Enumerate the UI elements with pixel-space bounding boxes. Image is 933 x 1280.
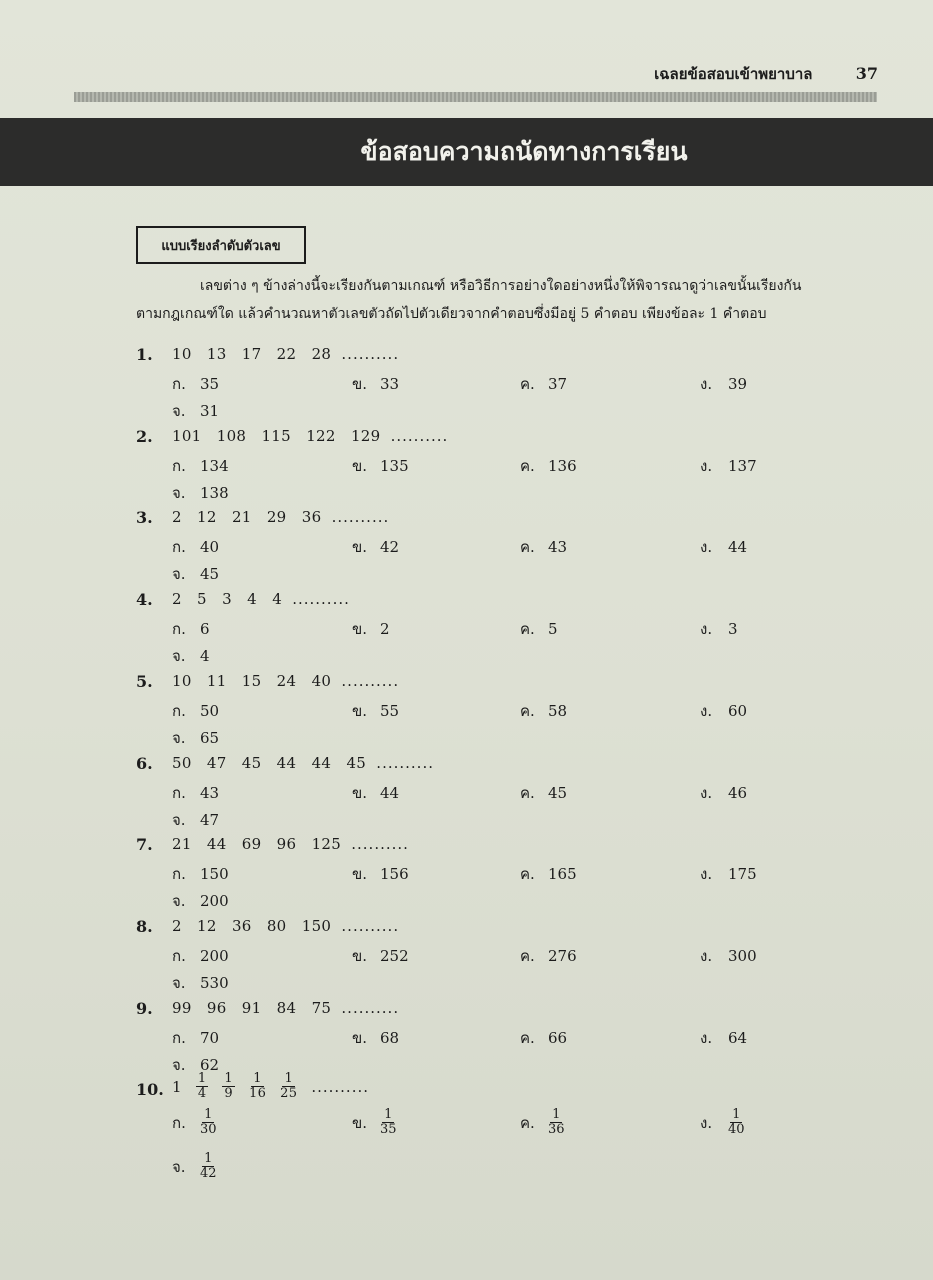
option-label: ข. bbox=[352, 701, 368, 720]
sequence-numbers: 10 11 15 24 40 bbox=[172, 671, 332, 690]
option-label: ข. bbox=[352, 375, 368, 393]
option-a[interactable] bbox=[172, 862, 229, 886]
option-label: จ. bbox=[172, 1157, 186, 1176]
option-value: 40 bbox=[200, 538, 220, 557]
question-6 bbox=[136, 754, 896, 836]
option-label: จ. bbox=[172, 402, 186, 420]
option-value: 68 bbox=[380, 1028, 400, 1047]
running-header-title: เฉลยข้อสอบเข้าพยาบาล bbox=[654, 65, 813, 83]
option-label: ก. bbox=[172, 620, 186, 639]
fraction-numerator: 1 bbox=[204, 1151, 213, 1166]
option-value: 50 bbox=[200, 701, 220, 720]
option-fraction bbox=[728, 1108, 745, 1137]
fraction-denominator: 36 bbox=[548, 1122, 565, 1137]
option-value: 252 bbox=[380, 946, 409, 965]
option-label: ง. bbox=[700, 375, 713, 393]
option-value: 42 bbox=[380, 538, 400, 557]
option-value: 33 bbox=[380, 375, 400, 393]
sequence-dots: .......... bbox=[341, 998, 400, 1017]
sequence-first: 1 bbox=[172, 1077, 182, 1096]
option-label: ค. bbox=[520, 865, 535, 884]
option-c[interactable] bbox=[520, 862, 577, 886]
question-4 bbox=[136, 590, 896, 672]
question-number: 4. bbox=[136, 590, 153, 610]
sequence-dots: .......... bbox=[351, 835, 409, 854]
option-b[interactable] bbox=[352, 781, 399, 805]
option-a[interactable] bbox=[172, 454, 229, 478]
option-label: จ. bbox=[172, 973, 186, 992]
option-label: ค. bbox=[520, 538, 535, 557]
option-value: 64 bbox=[728, 1028, 748, 1047]
option-label: ก. bbox=[172, 946, 186, 965]
fraction-numerator: 1 bbox=[253, 1071, 262, 1086]
option-d[interactable] bbox=[700, 1108, 745, 1137]
sequence-dots: .......... bbox=[311, 1077, 369, 1096]
question-number: 3. bbox=[136, 508, 153, 528]
option-a[interactable] bbox=[172, 617, 210, 641]
option-label: ข. bbox=[352, 865, 368, 884]
fraction-denominator: 25 bbox=[280, 1086, 298, 1101]
option-label: จ. bbox=[172, 483, 186, 502]
option-e[interactable] bbox=[172, 399, 219, 423]
question-3 bbox=[136, 508, 896, 590]
sequence-numbers: 21 44 69 96 125 bbox=[172, 835, 342, 854]
fraction-denominator: 42 bbox=[200, 1166, 217, 1181]
option-d[interactable] bbox=[700, 944, 757, 968]
option-label: ค. bbox=[520, 620, 535, 639]
option-label: จ. bbox=[172, 810, 186, 829]
option-c[interactable] bbox=[520, 1108, 565, 1137]
option-d[interactable] bbox=[700, 699, 747, 723]
fraction-denominator: 30 bbox=[200, 1122, 217, 1137]
sequence-fraction bbox=[249, 1072, 266, 1101]
question-7 bbox=[136, 835, 896, 917]
question-1 bbox=[136, 345, 896, 427]
sequence-dots: .......... bbox=[341, 671, 400, 690]
running-header bbox=[478, 62, 878, 86]
option-value: 135 bbox=[380, 456, 409, 475]
question-number: 10. bbox=[136, 1080, 164, 1099]
option-label: ค. bbox=[520, 375, 535, 393]
option-value: 4 bbox=[200, 647, 210, 666]
option-e[interactable] bbox=[172, 889, 229, 913]
option-label: ง. bbox=[700, 783, 713, 802]
section-label-box bbox=[136, 226, 306, 264]
option-d[interactable] bbox=[700, 781, 747, 805]
option-c[interactable] bbox=[520, 617, 558, 641]
option-d[interactable] bbox=[700, 454, 757, 478]
option-fraction bbox=[380, 1108, 397, 1137]
instructions bbox=[136, 272, 878, 328]
question-sequence bbox=[172, 508, 389, 526]
option-label: ก. bbox=[172, 1028, 186, 1047]
option-label: ง. bbox=[700, 701, 713, 720]
option-label: ง. bbox=[700, 538, 713, 557]
question-5 bbox=[136, 672, 896, 754]
option-a[interactable] bbox=[172, 781, 219, 805]
option-value: 5 bbox=[548, 620, 558, 639]
question-sequence bbox=[172, 754, 434, 772]
question-sequence bbox=[172, 345, 399, 363]
option-a[interactable] bbox=[172, 1108, 217, 1137]
sequence-numbers: 2 12 21 29 36 bbox=[172, 508, 322, 527]
fraction-numerator: 1 bbox=[204, 1107, 213, 1122]
fraction-numerator: 1 bbox=[552, 1107, 561, 1122]
option-b[interactable] bbox=[352, 944, 409, 968]
option-b[interactable] bbox=[352, 454, 409, 478]
fraction-numerator: 1 bbox=[732, 1107, 741, 1122]
option-value: 200 bbox=[200, 892, 229, 911]
option-c[interactable] bbox=[520, 699, 567, 723]
fraction-numerator: 1 bbox=[197, 1071, 207, 1086]
option-value: 70 bbox=[200, 1028, 220, 1047]
option-value: 530 bbox=[200, 973, 229, 992]
sequence-dots: .......... bbox=[341, 916, 400, 935]
option-e[interactable] bbox=[172, 1152, 217, 1181]
sequence-dots: .......... bbox=[376, 753, 434, 772]
option-label: ก. bbox=[172, 783, 186, 802]
option-value: 37 bbox=[548, 375, 568, 393]
option-label: จ. bbox=[172, 565, 186, 584]
option-value: 39 bbox=[728, 375, 748, 393]
option-label: ง. bbox=[700, 1113, 713, 1132]
option-label: ก. bbox=[172, 456, 186, 475]
option-label: ข. bbox=[352, 620, 368, 639]
question-sequence bbox=[172, 999, 399, 1017]
option-label: ก. bbox=[172, 701, 186, 720]
option-label: ก. bbox=[172, 1113, 186, 1132]
fraction-denominator: 4 bbox=[197, 1086, 207, 1101]
option-d[interactable] bbox=[700, 372, 747, 396]
option-label: ข. bbox=[352, 538, 368, 557]
option-value: 55 bbox=[380, 701, 400, 720]
option-value: 60 bbox=[728, 701, 748, 720]
fraction-numerator: 1 bbox=[384, 1107, 393, 1122]
fraction-numerator: 1 bbox=[284, 1071, 294, 1086]
fraction-denominator: 35 bbox=[380, 1122, 397, 1137]
option-c[interactable] bbox=[520, 454, 577, 478]
question-sequence bbox=[172, 1072, 369, 1101]
option-value: 156 bbox=[380, 865, 409, 884]
option-value: 2 bbox=[380, 620, 390, 639]
option-label: จ. bbox=[172, 647, 186, 666]
question-10 bbox=[136, 1071, 896, 1181]
question-9 bbox=[136, 999, 896, 1081]
question-number: 9. bbox=[136, 998, 153, 1018]
option-value: 43 bbox=[200, 783, 220, 802]
option-value: 62 bbox=[200, 1055, 220, 1074]
option-value: 65 bbox=[200, 728, 220, 747]
option-value: 276 bbox=[548, 946, 577, 965]
option-value: 165 bbox=[548, 865, 577, 884]
option-value: 43 bbox=[548, 538, 568, 557]
fraction-denominator: 16 bbox=[249, 1086, 267, 1101]
option-d[interactable] bbox=[700, 617, 738, 641]
option-a[interactable] bbox=[172, 372, 219, 396]
option-value: 3 bbox=[728, 620, 738, 639]
banner-title: ข้อสอบความถนัดทางการเรียน bbox=[360, 137, 688, 166]
option-value: 58 bbox=[548, 701, 568, 720]
sequence-fraction bbox=[196, 1072, 209, 1101]
option-value: 138 bbox=[200, 483, 229, 502]
section-label: แบบเรียงลำดับตัวเลข bbox=[161, 238, 281, 254]
option-value: 300 bbox=[728, 946, 757, 965]
option-e[interactable] bbox=[172, 481, 229, 505]
option-value: 45 bbox=[548, 783, 568, 802]
question-sequence bbox=[172, 427, 448, 445]
option-label: ค. bbox=[520, 456, 535, 475]
option-label: ค. bbox=[520, 783, 535, 802]
option-e[interactable] bbox=[172, 644, 210, 668]
question-number: 8. bbox=[136, 916, 153, 936]
fraction-denominator: 9 bbox=[224, 1086, 233, 1101]
sequence-fraction bbox=[280, 1072, 297, 1101]
instructions-line-2: ตามกฎเกณฑ์ใด แล้วคำนวณหาตัวเลขตัวถัดไปตัวเดียวจากคำตอบซึ่งมีอยู่ 5 คำตอบ เพียงข้อละ 1 คำตอบ bbox=[136, 306, 767, 322]
option-e[interactable] bbox=[172, 808, 219, 832]
instructions-text-1: เลขต่าง ๆ ข้างล่างนี้จะเรียงกันตามเกณฑ์ หรือวิธีการอย่างใดอย่างหนึ่งให้พิจารณาดูว่าเลขนั้นเรียงกัน bbox=[200, 278, 802, 294]
option-value: 137 bbox=[728, 456, 757, 475]
question-number: 7. bbox=[136, 835, 153, 855]
option-label: ข. bbox=[352, 1113, 368, 1132]
option-e[interactable] bbox=[172, 726, 219, 750]
option-a[interactable] bbox=[172, 699, 219, 723]
question-2 bbox=[136, 427, 896, 509]
title-banner bbox=[0, 118, 933, 186]
question-8 bbox=[136, 917, 896, 999]
question-sequence bbox=[172, 672, 399, 690]
sequence-fraction bbox=[222, 1072, 235, 1101]
option-b[interactable] bbox=[352, 372, 399, 396]
option-label: ง. bbox=[700, 865, 713, 884]
option-label: ข. bbox=[352, 456, 368, 475]
option-label: จ. bbox=[172, 892, 186, 911]
option-c[interactable] bbox=[520, 1026, 567, 1050]
option-value: 45 bbox=[200, 565, 220, 584]
option-c[interactable] bbox=[520, 535, 567, 559]
instructions-line-1 bbox=[136, 272, 878, 300]
option-d[interactable] bbox=[700, 1026, 747, 1050]
option-value: 66 bbox=[548, 1028, 568, 1047]
option-a[interactable] bbox=[172, 944, 229, 968]
option-b[interactable] bbox=[352, 862, 409, 886]
question-number: 6. bbox=[136, 753, 153, 773]
option-label: ก. bbox=[172, 538, 186, 557]
question-sequence bbox=[172, 835, 409, 853]
sequence-dots: .......... bbox=[292, 590, 350, 609]
option-label: ง. bbox=[700, 456, 713, 475]
option-label: ข. bbox=[352, 946, 368, 965]
sequence-dots: .......... bbox=[390, 426, 449, 445]
option-label: ข. bbox=[352, 783, 368, 802]
option-fraction bbox=[200, 1152, 217, 1181]
option-label: ง. bbox=[700, 1028, 713, 1047]
question-number: 1. bbox=[136, 345, 153, 364]
sequence-numbers: 101 108 115 122 129 bbox=[172, 426, 381, 445]
sequence-numbers: 50 47 45 44 44 45 bbox=[172, 753, 367, 772]
option-value: 31 bbox=[200, 402, 220, 420]
option-label: ข. bbox=[352, 1028, 368, 1047]
option-value: 44 bbox=[380, 783, 400, 802]
option-value: 134 bbox=[200, 456, 229, 475]
option-e[interactable] bbox=[172, 562, 219, 586]
option-value: 35 bbox=[200, 375, 220, 393]
sequence-numbers: 10 13 17 22 28 bbox=[172, 345, 332, 363]
option-c[interactable] bbox=[520, 781, 567, 805]
sequence-numbers: 2 12 36 80 150 bbox=[172, 916, 332, 935]
sequence-dots: .......... bbox=[331, 508, 390, 527]
option-b[interactable] bbox=[352, 1108, 397, 1137]
option-b[interactable] bbox=[352, 535, 399, 559]
question-number: 5. bbox=[136, 671, 153, 691]
option-value: 200 bbox=[200, 946, 229, 965]
option-c[interactable] bbox=[520, 944, 577, 968]
question-sequence bbox=[172, 917, 399, 935]
option-value: 6 bbox=[200, 620, 210, 639]
option-b[interactable] bbox=[352, 617, 390, 641]
option-label: ค. bbox=[520, 1028, 535, 1047]
option-value: 47 bbox=[200, 810, 220, 829]
header-rule bbox=[74, 92, 877, 102]
option-label: ง. bbox=[700, 946, 713, 965]
option-d[interactable] bbox=[700, 535, 747, 559]
option-d[interactable] bbox=[700, 862, 757, 886]
option-b[interactable] bbox=[352, 1026, 399, 1050]
option-label: ค. bbox=[520, 1113, 535, 1132]
option-label: ง. bbox=[700, 620, 713, 639]
option-label: จ. bbox=[172, 1055, 186, 1074]
option-label: ค. bbox=[520, 701, 535, 720]
sequence-numbers: 2 5 3 4 4 bbox=[172, 590, 283, 609]
question-sequence bbox=[172, 590, 350, 608]
option-fraction bbox=[548, 1108, 565, 1137]
fraction-denominator: 40 bbox=[728, 1122, 745, 1137]
page-number: 37 bbox=[855, 64, 878, 83]
option-label: ก. bbox=[172, 375, 186, 393]
option-value: 136 bbox=[548, 456, 577, 475]
option-a[interactable] bbox=[172, 535, 219, 559]
option-c[interactable] bbox=[520, 372, 567, 396]
option-label: ค. bbox=[520, 946, 535, 965]
option-label: ก. bbox=[172, 865, 186, 884]
sequence-numbers: 99 96 91 84 75 bbox=[172, 998, 332, 1017]
fraction-numerator: 1 bbox=[224, 1071, 233, 1086]
option-e[interactable] bbox=[172, 971, 229, 995]
option-value: 150 bbox=[200, 865, 229, 884]
option-value: 175 bbox=[728, 865, 757, 884]
option-label: จ. bbox=[172, 728, 186, 747]
option-a[interactable] bbox=[172, 1026, 219, 1050]
question-number: 2. bbox=[136, 426, 153, 446]
sequence-dots: .......... bbox=[341, 345, 400, 363]
option-fraction bbox=[200, 1108, 217, 1137]
option-b[interactable] bbox=[352, 699, 399, 723]
option-value: 46 bbox=[728, 783, 748, 802]
option-value: 44 bbox=[728, 538, 748, 557]
